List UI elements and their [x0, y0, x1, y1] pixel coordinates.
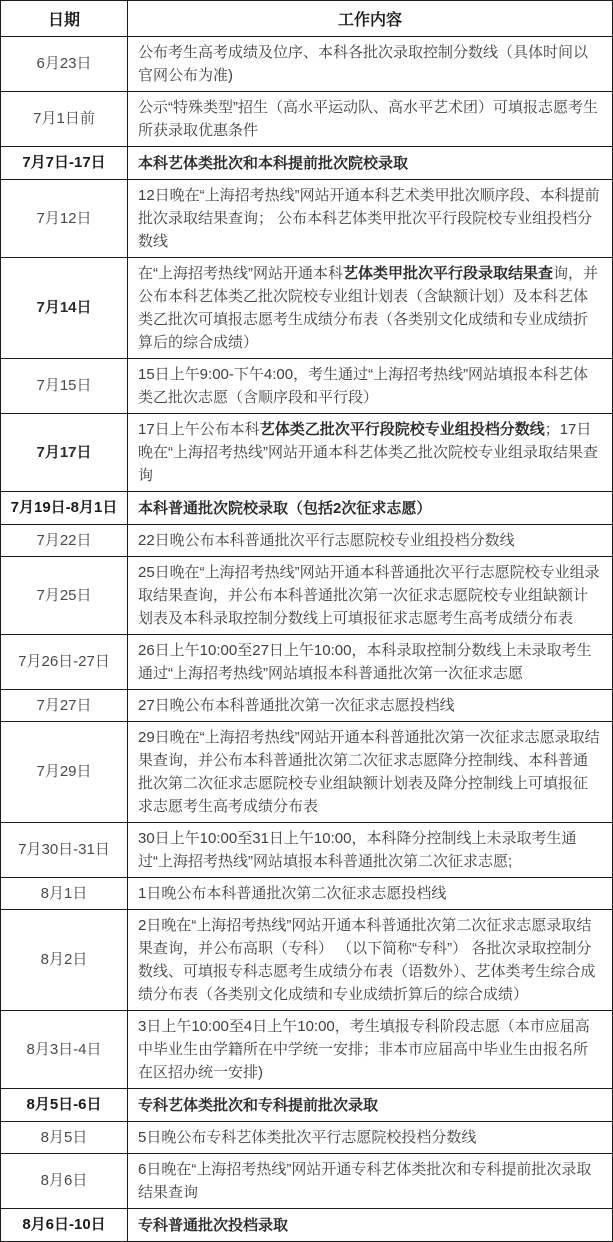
content-cell: [128, 414, 613, 492]
table-row: [1, 823, 613, 878]
table-row: [1, 92, 613, 147]
section-row: [1, 147, 613, 180]
content-segment: 6日晚在“上海招考热线”网站开通专科艺体类批次和专科提前批次录取结果查询: [138, 1161, 592, 1201]
content-cell: [128, 910, 613, 1011]
table-row: [1, 690, 613, 722]
content-segment: 在“上海招考热线”网站开通本科: [138, 265, 343, 282]
content-cell: [128, 878, 613, 910]
content-cell: [128, 1089, 613, 1122]
content-segment: 公示“特殊类型”招生（高水平运动队、高水平艺术团）可填报志愿考生所获录取优惠条件: [138, 99, 598, 139]
content-segment-bold: 艺体类甲批次平行段录取结果查: [343, 265, 554, 282]
content-segment: 公布考生高考成绩及位序、本科各批次录取控制分数线（具体时间以官网公布为准): [138, 44, 589, 84]
date-cell: 7月7日-17日: [1, 147, 128, 180]
content-segment: 22日晚公布本科普通批次平行志愿院校专业组投档分数线: [138, 532, 515, 549]
date-column-header: 日期: [1, 1, 128, 37]
content-cell: [128, 92, 613, 147]
content-segment: 1日晚公布本科普通批次第二次征求志愿投档线: [138, 885, 447, 902]
content-column-header: 工作内容: [128, 1, 613, 37]
table-row: [1, 359, 613, 414]
content-cell: [128, 690, 613, 722]
table-header: [1, 1, 613, 37]
date-cell: 8月3日-4日: [1, 1011, 128, 1089]
date-cell: 7月26日-27日: [1, 635, 128, 690]
content-segment: 5日晚公布专科艺体类批次平行志愿院校投档分数线: [138, 1129, 477, 1146]
date-cell: 7月22日: [1, 525, 128, 557]
content-cell: [128, 1209, 613, 1242]
content-cell: [128, 525, 613, 557]
date-cell: 7月1日前: [1, 92, 128, 147]
date-cell: 7月14日: [1, 258, 128, 359]
content-segment-bold: 艺体类乙批次平行段院校专业组投档分数线: [259, 421, 545, 438]
date-cell: 7月12日: [1, 180, 128, 258]
date-cell: 8月2日: [1, 910, 128, 1011]
table-row: [1, 635, 613, 690]
date-cell: 8月5日: [1, 1122, 128, 1154]
date-cell: 6月23日: [1, 37, 128, 92]
content-segment: 2日晚在“上海招考热线”网站开通本科普通批次第二次征求志愿录取结果查询，并公布高职（专科） （以下简称“专科”） 各批次录取控制分数线、可填报专科志愿考生成绩分布表（语数外）、艺体类考生综合成绩分布表（各类别文化成绩和专业成绩折算后的综合成绩）: [138, 917, 596, 1003]
date-cell: 8月6日-10日: [1, 1209, 128, 1242]
content-segment: 29日晚在“上海招考热线”网站开通本科普通批次第一次征求志愿录取结果查询，并公布本科普通批次第二次征求志愿降分控制线、本科普通批次第二次征求志愿院校专业组缺额计划表及降分控制线上可填报征求志愿考生高考成绩分布表: [138, 729, 600, 815]
date-cell: 7月17日: [1, 414, 128, 492]
content-segment: 25日晚在“上海招考热线”网站开通本科普通批次平行志愿院校专业组录取结果查询，并公布本科普通批次第一次征求志愿院校专业组缺额计划表及本科录取控制分数线上可填报征求志愿考生高考成绩分布表: [138, 564, 600, 627]
content-cell: [128, 258, 613, 359]
date-cell: 7月27日: [1, 690, 128, 722]
content-segment: 15日上午9:00-下午4:00，考生通过“上海招考热线”网站填报本科艺体类乙批次志愿（含顺序段和平行段）: [138, 366, 589, 406]
date-cell: 7月30日-31日: [1, 823, 128, 878]
content-segment-bold: 本科艺体类批次和本科提前批次院校录取: [138, 154, 409, 172]
table-row: [1, 722, 613, 823]
content-segment: ；17日晚在“上海招考热线”网站开通本科艺体类乙批次院校专业组录取结果查询: [138, 421, 598, 484]
content-segment: 30日上午10:00至31日上午10:00，本科降分控制线上未录取考生通过“上海招考热线”网站填报本科普通批次第二次征求志愿;: [138, 830, 577, 870]
content-segment: 17日上午公布本科: [138, 421, 260, 438]
date-cell: 7月29日: [1, 722, 128, 823]
content-segment: 询，并公布本科艺体类乙批次院校专业组计划表（含缺额计划）及本科艺体类乙批次可填报志愿考生成绩分布表（各类别文化成绩和专业成绩折算后的综合成绩）: [138, 265, 599, 351]
content-segment-bold: 本科普通批次院校录取（包括2次征求志愿）: [138, 499, 432, 517]
content-cell: [128, 823, 613, 878]
date-cell: 8月6日: [1, 1154, 128, 1209]
content-cell: [128, 1154, 613, 1209]
content-cell: [128, 1122, 613, 1154]
content-cell: [128, 37, 613, 92]
table-row: [1, 258, 613, 359]
table-row: [1, 557, 613, 635]
section-row: [1, 1209, 613, 1242]
content-segment: 27日晚公布本科普通批次第一次征求志愿投档线: [138, 697, 455, 714]
table-row: [1, 1011, 613, 1089]
header-row: [1, 1, 613, 37]
content-cell: [128, 180, 613, 258]
content-cell: [128, 147, 613, 180]
table-row: [1, 1122, 613, 1154]
table-row: [1, 414, 613, 492]
content-segment: 3日上午10:00至4日上午10:00，考生填报专科阶段志愿（本市应届高中毕业生由学籍所在中学统一安排；非本市应届高中毕业生由报名所在区招办统一安排): [138, 1018, 590, 1081]
table-body: [1, 37, 613, 1242]
table-row: [1, 1154, 613, 1209]
section-row: [1, 1089, 613, 1122]
content-cell: [128, 635, 613, 690]
table-row: [1, 878, 613, 910]
table-row: [1, 910, 613, 1011]
content-segment: 26日上午10:00至27日上午10:00，本科录取控制分数线上未录取考生通过“上海招考热线”网站填报本科普通批次第一次征求志愿: [138, 642, 592, 682]
content-segment-bold: 专科普通批次投档录取: [138, 1216, 289, 1234]
date-cell: 7月19日-8月1日: [1, 492, 128, 525]
content-cell: [128, 557, 613, 635]
content-segment-bold: 专科艺体类批次和专科提前批次录取: [138, 1096, 379, 1114]
content-segment: 12日晚在“上海招考热线”网站开通本科艺术类甲批次顺序段、本科提前批次录取结果查询； 公布本科艺体类甲批次平行段院校专业组投档分数线: [138, 187, 600, 250]
date-cell: 7月25日: [1, 557, 128, 635]
content-cell: [128, 359, 613, 414]
section-row: [1, 492, 613, 525]
table-row: [1, 525, 613, 557]
table-row: [1, 180, 613, 258]
content-cell: [128, 1011, 613, 1089]
date-cell: 8月5日-6日: [1, 1089, 128, 1122]
content-cell: [128, 722, 613, 823]
content-cell: [128, 492, 613, 525]
date-cell: 7月15日: [1, 359, 128, 414]
table-row: [1, 37, 613, 92]
date-cell: 8月1日: [1, 878, 128, 910]
